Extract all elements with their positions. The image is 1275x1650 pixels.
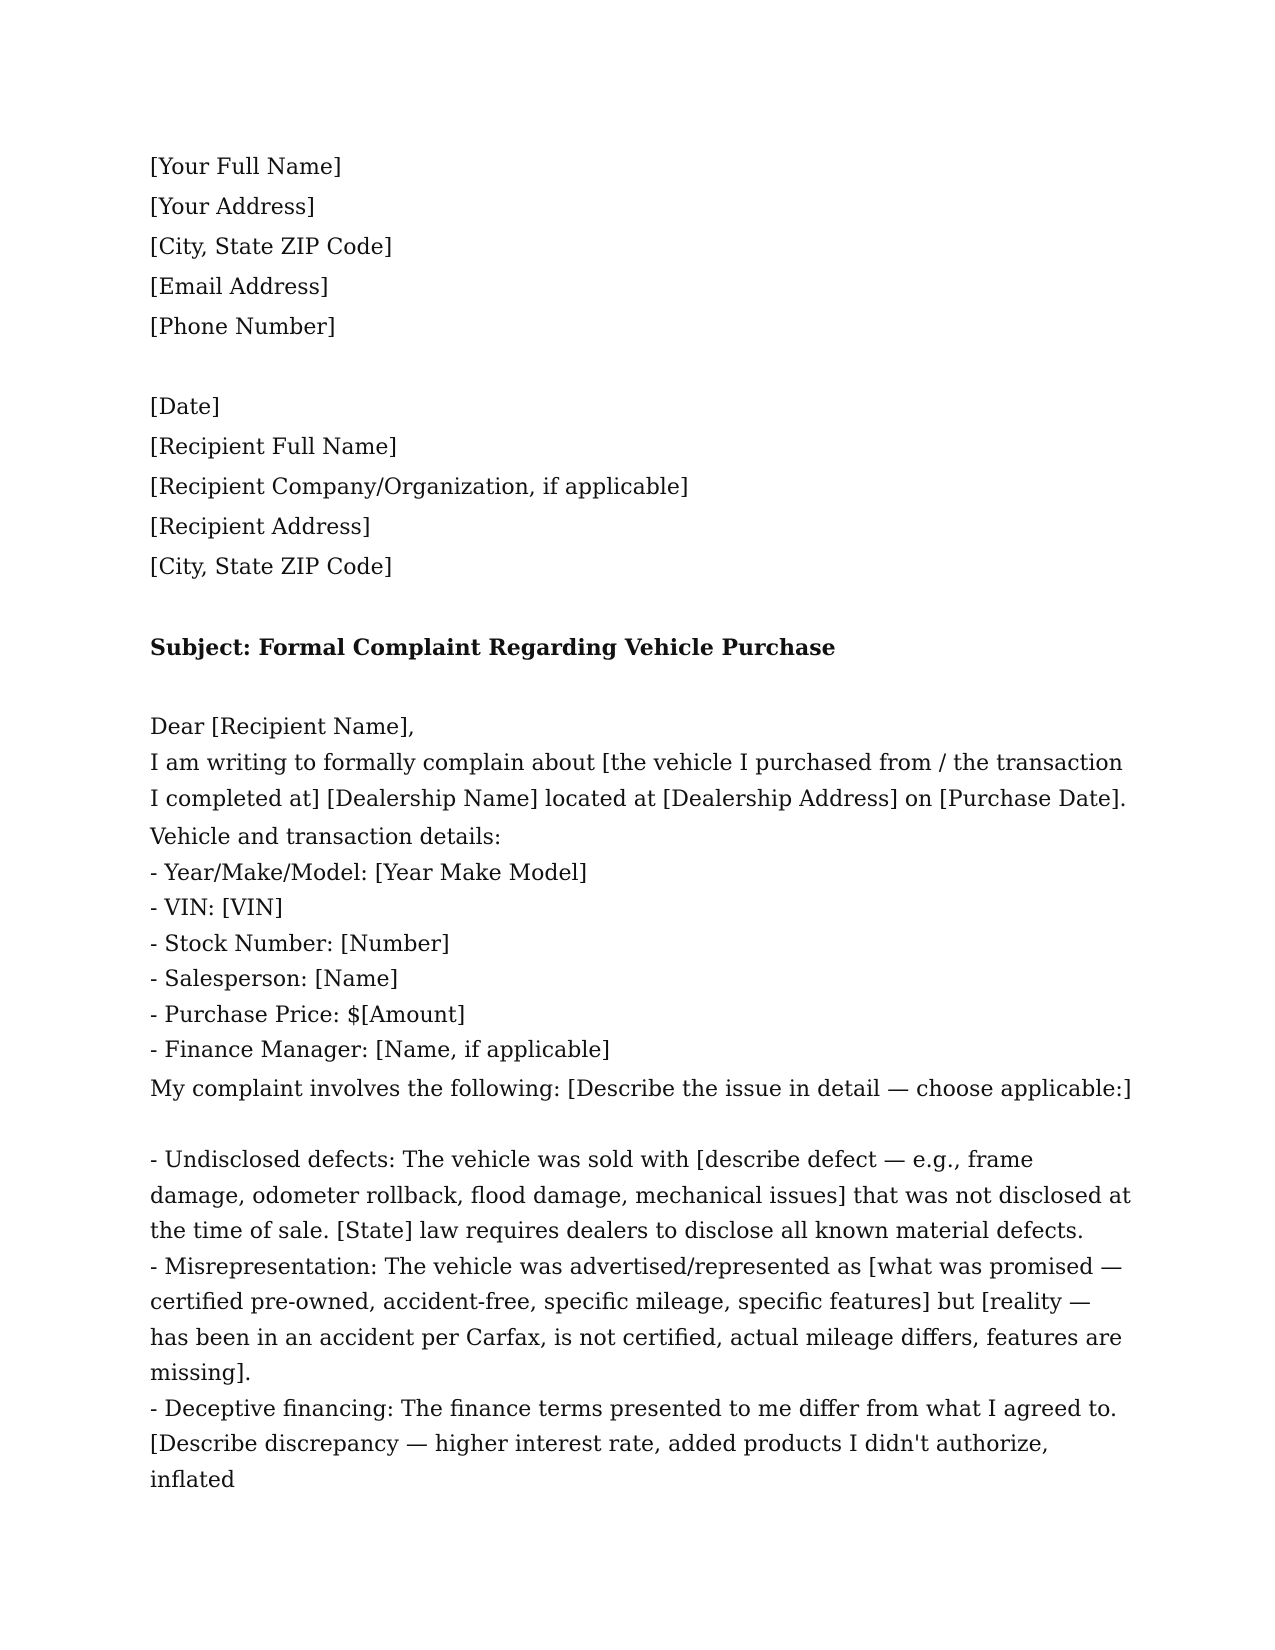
spacer	[150, 348, 1135, 388]
recipient-address: [Recipient Address]	[150, 515, 371, 540]
detail-item: - Purchase Price: $[Amount]	[150, 1002, 466, 1028]
sender-address: [Your Address]	[150, 195, 315, 220]
sender-block	[150, 148, 1135, 348]
detail-item: - VIN: [VIN]	[150, 896, 283, 921]
letter-body	[150, 148, 1135, 1498]
detail-item: - Finance Manager: [Name, if applicable]	[150, 1038, 610, 1063]
recipient-name: [Recipient Full Name]	[150, 435, 397, 460]
sender-phone: [Phone Number]	[150, 315, 336, 340]
letter-date: [Date]	[150, 395, 220, 420]
details-heading: Vehicle and transaction details:	[150, 825, 502, 850]
issue-item: - Undisclosed defects: The vehicle was sold with [describe defect — e.g., frame damage, odometer rollback, flood damage, mechanical issues] that was not disclosed at the time of sale. [State] law requires dealers to disclose all known material defects.	[150, 1148, 1131, 1244]
issue-item: - Misrepresentation: The vehicle was advertised/represented as [what was promised — certified pre-owned, accident-free, specific mileage, specific features] but [reality — has been in an accident per Carfax, is not certified, actual mileage differs, features are missing].	[150, 1254, 1123, 1386]
subject-line: Subject: Formal Complaint Regarding Vehicle Purchase	[150, 635, 836, 661]
recipient-company: [Recipient Company/Organization, if applicable]	[150, 475, 689, 500]
sender-name: [Your Full Name]	[150, 155, 342, 180]
sender-email: [Email Address]	[150, 275, 329, 300]
salutation: Dear [Recipient Name],	[150, 715, 415, 740]
spacer	[150, 1107, 1135, 1143]
intro-paragraph: I am writing to formally complain about [the vehicle I purchased from / the transaction I completed at] [Dealership Name] located at [Dealership Address] on [Purchase Date].	[150, 751, 1127, 812]
spacer	[150, 588, 1135, 628]
sender-city-state-zip: [City, State ZIP Code]	[150, 235, 393, 260]
details-list	[150, 856, 1135, 1069]
recipient-city-state-zip: [City, State ZIP Code]	[150, 555, 393, 580]
issues-list	[150, 1143, 1135, 1498]
recipient-block	[150, 428, 1135, 588]
detail-item: - Year/Make/Model: [Year Make Model]	[150, 860, 588, 886]
detail-item: - Salesperson: [Name]	[150, 967, 399, 992]
detail-item: - Stock Number: [Number]	[150, 931, 450, 957]
complaint-intro: My complaint involves the following: [Describe the issue in detail — choose applicable:]	[150, 1076, 1132, 1102]
spacer	[150, 668, 1135, 708]
issue-item: - Deceptive financing: The finance terms presented to me differ from what I agreed to. [Describe discrepancy — higher interest rate, added products I didn't authorize, inflated	[150, 1396, 1117, 1493]
